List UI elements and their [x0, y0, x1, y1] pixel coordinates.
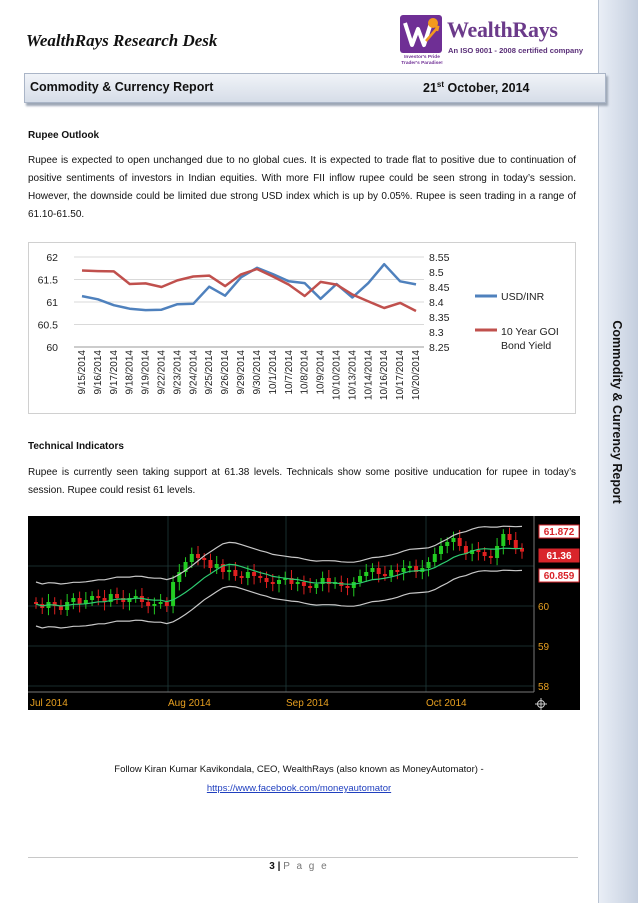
report-title-bar [24, 73, 606, 103]
candle-body [489, 556, 493, 558]
candlestick-chart [28, 516, 580, 710]
facebook-link[interactable]: https://www.facebook.com/moneyautomator [206, 783, 392, 794]
candle-body [152, 604, 156, 606]
legend-label-usdinr: USD/INR [501, 291, 545, 303]
candle-body [314, 584, 318, 588]
candle-body [451, 538, 455, 542]
y-right-tick: 8.25 [429, 342, 450, 354]
date-suffix: st [436, 80, 445, 89]
x-tick-label: 9/22/2014 [156, 350, 168, 395]
candle-body [215, 564, 219, 568]
logo-name: WealthRays [447, 17, 558, 42]
series-line-10-year-goi-bond-yield [82, 269, 416, 311]
x-tick-label: 9/15/2014 [76, 350, 88, 395]
candle-body [495, 546, 499, 558]
candle-body [514, 540, 518, 548]
candle-body [389, 570, 393, 576]
x-tick-label: 9/23/2014 [172, 350, 184, 395]
x-tick-label: 10/1/2014 [267, 350, 279, 395]
candle-body [458, 538, 462, 546]
time-axis-label: Oct 2014 [426, 698, 467, 709]
y-left-tick: 61 [46, 297, 58, 309]
candle-body [308, 586, 312, 588]
footer-separator: | [277, 861, 281, 872]
legend-label-bond-yield: 10 Year GOI [501, 326, 559, 338]
page-number: 3 [269, 861, 275, 872]
x-tick-label: 10/20/2014 [411, 350, 423, 401]
line-chart-svg [29, 243, 575, 413]
y-left-tick: 61.5 [37, 274, 58, 287]
date-day: 21 [423, 81, 437, 96]
time-axis-label: Sep 2014 [286, 698, 329, 709]
x-tick-label: 9/16/2014 [92, 350, 104, 395]
price-tick-label: 58 [538, 682, 550, 693]
x-tick-label: 9/25/2014 [204, 350, 216, 395]
wealthrays-logo-icon [400, 15, 442, 53]
candle-body [190, 554, 194, 562]
x-tick-label: 9/26/2014 [220, 350, 232, 395]
candle-body [445, 542, 449, 546]
candle-body [364, 572, 368, 576]
candle-body [115, 594, 119, 598]
candle-body [265, 578, 269, 582]
candle-body [439, 546, 443, 554]
section-heading-technical: Technical Indicators [28, 441, 124, 452]
x-tick-label: 10/10/2014 [331, 350, 343, 401]
x-tick-label: 10/14/2014 [363, 350, 375, 401]
page-footer [0, 861, 598, 872]
candle-body [208, 560, 212, 568]
price-tag-label: 60.859 [543, 571, 575, 582]
candle-body [346, 586, 350, 588]
candle-body [96, 596, 100, 598]
y-left-tick: 60.5 [37, 319, 58, 332]
candle-body [34, 602, 38, 604]
page-label: P a g e [283, 861, 329, 872]
candle-body [408, 566, 412, 568]
candle-body [402, 568, 406, 572]
x-tick-label: 9/30/2014 [251, 350, 263, 395]
usdinr-bond-yield-chart [28, 242, 576, 414]
x-tick-label: 9/19/2014 [140, 350, 152, 395]
price-tag-label: 61.36 [546, 551, 572, 562]
company-logo [400, 15, 584, 69]
x-tick-label: 10/7/2014 [283, 350, 295, 395]
candle-body [501, 534, 505, 546]
candle-body [90, 596, 94, 600]
rupee-outlook-text: Rupee is expected to open unchanged due to no global cues. It is expected to trade flat to positive due to continuation of positive sentiments of investors in Indian equities. With more FII inflow rupee could be seen strong in today’s session. However, the downside could be limited due strong USD index which is up by 0.05%. Rupee is seen trading in a range of 61.10-61.50. [28, 155, 576, 220]
section-heading-rupee-outlook: Rupee Outlook [28, 130, 100, 141]
x-tick-label: 10/13/2014 [347, 350, 359, 401]
logo-certification: An ISO 9001 - 2008 certified company [448, 46, 584, 55]
date-rest: October, 2014 [444, 81, 530, 96]
candle-body [252, 572, 256, 576]
header-title: WealthRays Research Desk [26, 31, 218, 50]
candle-body [78, 598, 82, 604]
candle-body [227, 570, 231, 572]
logo-tagline: Investor's Pride Trader's Paradise! [401, 55, 443, 66]
candle-body [202, 558, 206, 560]
y-right-tick: 8.45 [429, 282, 450, 294]
candle-body [71, 598, 75, 602]
candle-body [271, 582, 275, 584]
technical-text: Rupee is currently seen taking support at 61.38 levels. Technicals show some positive unducation for rupee in today’s session. Rupee could resist 61 levels. [28, 467, 576, 496]
candle-body [159, 602, 163, 604]
x-tick-label: 9/29/2014 [236, 350, 248, 395]
x-tick-label: 10/16/2014 [379, 350, 391, 401]
candle-body [433, 554, 437, 562]
x-tick-label: 10/9/2014 [315, 350, 327, 395]
candle-body [427, 562, 431, 568]
y-right-tick: 8.3 [429, 327, 444, 339]
candle-body [483, 552, 487, 556]
x-tick-label: 9/18/2014 [124, 350, 136, 395]
x-tick-label: 10/8/2014 [299, 350, 311, 395]
y-right-tick: 8.4 [429, 297, 444, 309]
candle-body [370, 568, 374, 572]
candle-body [302, 582, 306, 586]
candle-body [246, 572, 250, 578]
x-tick-label: 10/17/2014 [395, 350, 407, 401]
candle-body [296, 582, 300, 584]
candle-body [352, 582, 356, 588]
candle-body [395, 570, 399, 572]
follow-text: Follow Kiran Kumar Kavikondala, CEO, WealthRays (also known as MoneyAutomator) - [114, 764, 484, 775]
candle-body [383, 574, 387, 576]
y-right-tick: 8.5 [429, 267, 444, 279]
candle-body [146, 602, 150, 606]
candle-body [196, 554, 200, 558]
candle-body [377, 568, 381, 574]
x-tick-label: 9/24/2014 [188, 350, 200, 395]
footer-divider [28, 857, 578, 858]
candle-body [165, 602, 169, 606]
time-axis-label: Jul 2014 [30, 698, 68, 709]
crosshair-icon [535, 698, 547, 710]
report-date [423, 80, 530, 95]
candlestick-chart-svg [28, 516, 580, 710]
y-right-tick: 8.55 [429, 252, 450, 264]
legend-label-bond-yield-2: Bond Yield [501, 340, 552, 352]
candle-body [258, 576, 262, 578]
candle-body [240, 576, 244, 578]
candle-body [233, 570, 237, 576]
candle-body [508, 534, 512, 540]
price-tag-label: 61.872 [543, 527, 575, 538]
y-right-tick: 8.35 [429, 312, 450, 324]
candle-body [358, 576, 362, 582]
price-tick-label: 60 [538, 602, 550, 613]
candle-body [277, 580, 281, 584]
y-left-tick: 60 [46, 342, 58, 354]
side-label: Commodity & Currency Report [610, 320, 624, 504]
candle-body [171, 582, 175, 606]
y-left-tick: 62 [46, 252, 58, 264]
time-axis-label: Aug 2014 [168, 698, 211, 709]
report-title: Commodity & Currency Report [30, 80, 214, 94]
x-tick-label: 9/17/2014 [108, 350, 120, 395]
price-tick-label: 59 [538, 642, 550, 653]
